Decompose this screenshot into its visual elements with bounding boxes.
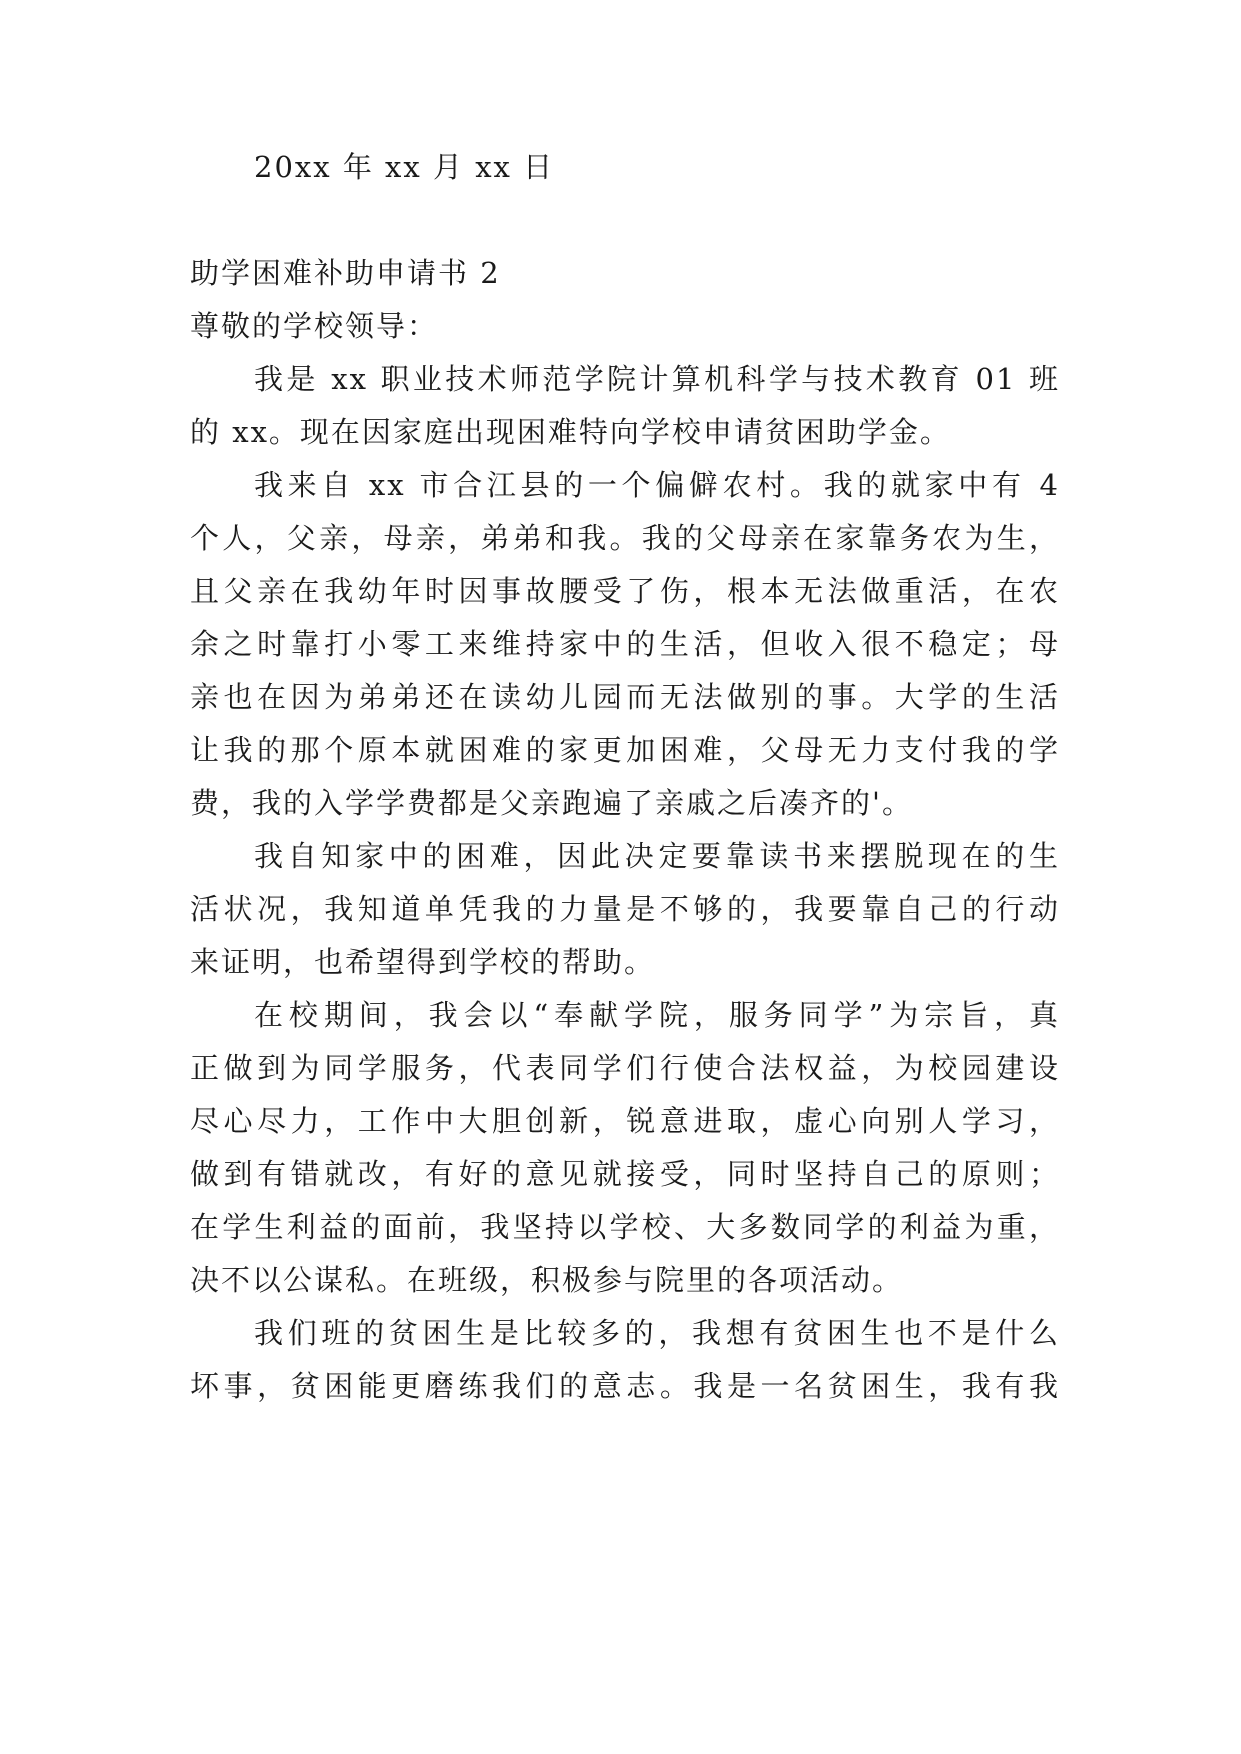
paragraph-line: 在学生利益的面前，我坚持以学校、大多数同学的利益为重， (190, 1210, 1060, 1244)
document-title: 助学困难补助申请书 2 (190, 256, 501, 290)
paragraph-line: 我自知家中的困难，因此决定要靠读书来摆脱现在的生 (254, 839, 1060, 873)
paragraph-line: 决不以公谋私。在班级，积极参与院里的各项活动。 (190, 1263, 904, 1297)
date-line: 20xx 年 xx 月 xx 日 (254, 150, 555, 184)
paragraph-line: 让我的那个原本就困难的家更加困难，父母无力支付我的学 (190, 733, 1060, 767)
salutation: 尊敬的学校领导： (190, 309, 439, 343)
paragraph-line: 做到有错就改，有好的意见就接受，同时坚持自己的原则； (190, 1157, 1060, 1191)
paragraph-line: 我是 xx 职业技术师范学院计算机科学与技术教育 01 班 (254, 362, 1060, 396)
paragraph-line: 我们班的贫困生是比较多的，我想有贫困生也不是什么 (254, 1316, 1060, 1350)
paragraph-line: 余之时靠打小零工来维持家中的生活，但收入很不稳定；母 (190, 627, 1060, 661)
paragraph-line: 且父亲在我幼年时因事故腰受了伤，根本无法做重活，在农 (190, 574, 1060, 608)
paragraph-line: 坏事，贫困能更磨练我们的意志。我是一名贫困生，我有我 (190, 1369, 1060, 1403)
paragraph-line: 个人，父亲，母亲，弟弟和我。我的父母亲在家靠务农为生， (190, 521, 1060, 555)
paragraph-line: 费，我的入学学费都是父亲跑遍了亲戚之后凑齐的'。 (190, 786, 913, 820)
paragraph-line: 在校期间，我会以“奉献学院，服务同学”为宗旨，真 (254, 998, 1060, 1032)
paragraph-line: 活状况，我知道单凭我的力量是不够的，我要靠自己的行动 (190, 892, 1060, 926)
paragraph-line: 来证明，也希望得到学校的帮助。 (190, 945, 656, 979)
paragraph-line: 的 xx。现在因家庭出现困难特向学校申请贫困助学金。 (190, 415, 951, 449)
paragraph-line: 正做到为同学服务，代表同学们行使合法权益，为校园建设 (190, 1051, 1060, 1085)
paragraph-line: 我来自 xx 市合江县的一个偏僻农村。我的就家中有 4 (254, 468, 1060, 502)
paragraph-line: 亲也在因为弟弟还在读幼儿园而无法做别的事。大学的生活 (190, 680, 1060, 714)
paragraph-line: 尽心尽力，工作中大胆创新，锐意进取，虚心向别人学习， (190, 1104, 1060, 1138)
